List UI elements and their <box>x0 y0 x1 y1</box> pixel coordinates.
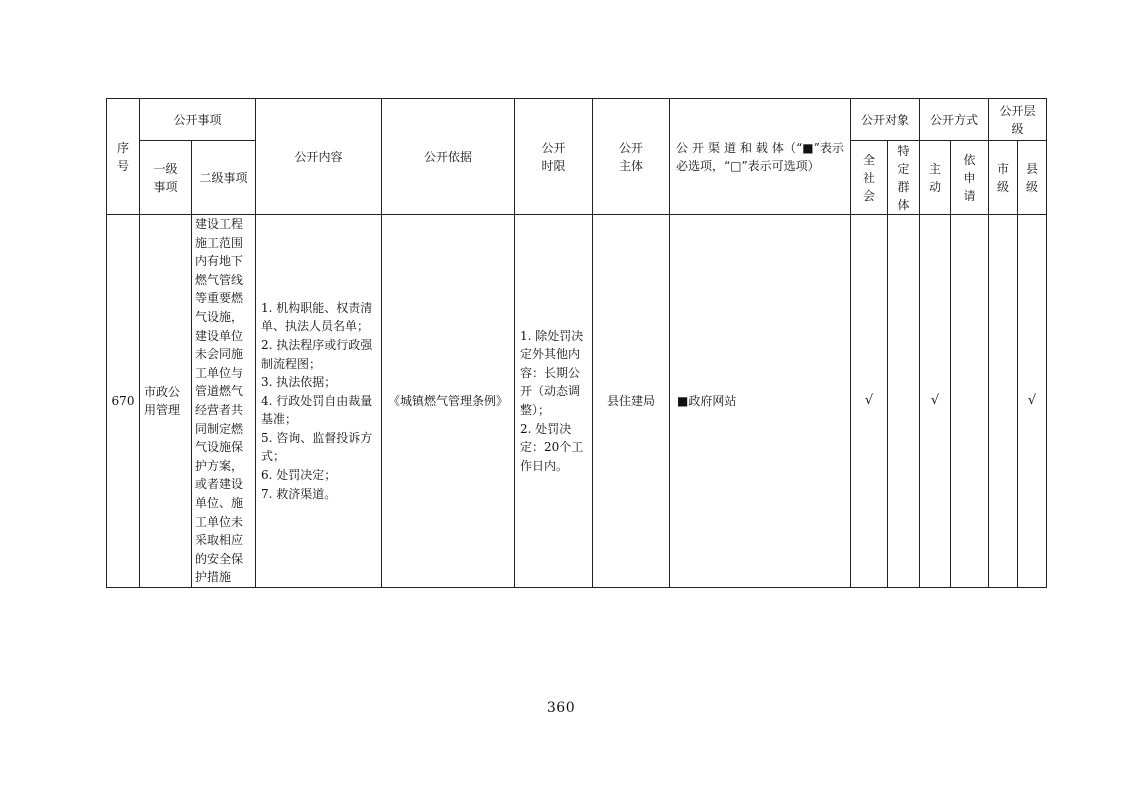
cell-level-city <box>989 215 1018 588</box>
header-row-top <box>107 99 1047 141</box>
cell-time-limit <box>515 215 593 588</box>
time-limit-line: 1. 除处罚决定外其他内容：长期公开（动态调整）； <box>520 328 584 417</box>
content-line: 3. 执法依据； <box>261 375 337 390</box>
cell-seq: 670 <box>107 215 140 588</box>
header-method: 公开方式 <box>920 99 989 141</box>
cell-level-county: √ <box>1018 215 1047 588</box>
header-method-apply: 依申请 <box>951 141 989 215</box>
cell-target-group <box>888 215 920 588</box>
cell-method-apply <box>951 215 989 588</box>
header-content: 公开内容 <box>256 99 382 215</box>
time-limit-line: 2. 处罚决定：20个工作日内。 <box>520 421 584 473</box>
content-line: 2. 执法程序或行政强制流程图； <box>261 337 373 371</box>
header-channel: 公 开 渠 道 和 载 体（“■”表示必选项，“□”表示可选项） <box>670 99 851 215</box>
header-target-group: 特定群体 <box>888 141 920 215</box>
header-subject: 公开主体 <box>593 99 670 215</box>
header-basis: 公开依据 <box>382 99 515 215</box>
content-line: 4. 行政处罚自由裁量基准； <box>261 393 373 427</box>
header-public-item: 公开事项 <box>140 99 256 141</box>
cell-channel: ■政府网站 <box>670 215 851 588</box>
header-level: 公开层级 <box>989 99 1047 141</box>
content-line: 1. 机构职能、权责清单、执法人员名单； <box>261 300 373 334</box>
content-line: 7. 救济渠道。 <box>261 486 337 501</box>
content-line: 6. 处罚决定； <box>261 468 337 483</box>
cell-subject: 县住建局 <box>593 215 670 588</box>
content-line: 5. 咨询、监督投诉方式； <box>261 430 373 464</box>
table-row <box>107 215 1047 588</box>
page-number: 360 <box>546 700 576 716</box>
header-level1: 一级事项 <box>140 141 192 215</box>
header-method-active: 主动 <box>920 141 951 215</box>
header-level-city: 市级 <box>989 141 1018 215</box>
cell-basis: 《城镇燃气管理条例》 <box>382 215 515 588</box>
header-target: 公开对象 <box>851 99 920 141</box>
header-seq: 序号 <box>107 99 140 215</box>
header-target-all: 全社会 <box>851 141 888 215</box>
cell-level1: 市政公用管理 <box>140 215 192 588</box>
header-time-limit: 公开时限 <box>515 99 593 215</box>
cell-content <box>256 215 382 588</box>
cell-method-active: √ <box>920 215 951 588</box>
header-level2: 二级事项 <box>192 141 256 215</box>
disclosure-table <box>106 98 1047 588</box>
cell-level2: 建设工程施工范围内有地下燃气管线等重要燃气设施，建设单位未会同施工单位与管道燃气经营者共同制定燃气设施保护方案，或者建设单位、施工单位未采取相应的安全保护措施 <box>192 215 256 588</box>
header-level-county: 县级 <box>1018 141 1047 215</box>
cell-target-all: √ <box>851 215 888 588</box>
